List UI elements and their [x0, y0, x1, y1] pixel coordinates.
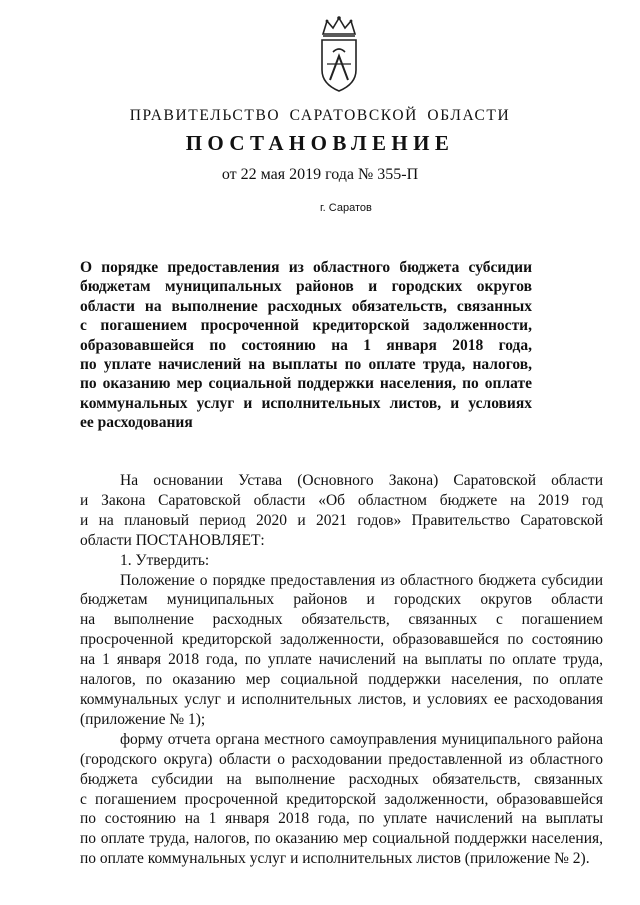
title-line: бюджетам муниципальных районов и городских округов — [80, 278, 532, 296]
paragraph-1-line: (приложение № 1); — [80, 710, 206, 728]
title-line: области на выполнение расходных обязательств, связанных — [80, 297, 532, 315]
intro-line: области ПОСТАНОВЛЯЕТ: — [80, 531, 265, 549]
paragraph-2-line: бюджета субсидии на выполнение расходных обязательств, связанных — [80, 770, 603, 788]
paragraph-1-line: налогов, по оказанию мер социальной поддержки населения, по оплате — [80, 671, 603, 689]
title-line: коммунальных услуг и исполнительных листов, и условиях — [80, 394, 532, 412]
paragraph-2-line: форму отчета органа местного самоуправления муниципального района — [120, 730, 603, 748]
paragraph-1-line: бюджетам муниципальных районов и городских округов области — [80, 591, 603, 609]
document-type: ПОСТАНОВЛЕНИЕ — [185, 131, 455, 155]
intro-line: и Закона Саратовской области «Об областном бюджете на 2019 год — [80, 491, 603, 509]
item-heading: 1. Утвердить: — [120, 551, 210, 569]
government-name: ПРАВИТЕЛЬСТВО САРАТОВСКОЙ ОБЛАСТИ — [129, 107, 511, 124]
paragraph-2-line: с погашением просроченной кредиторской задолженности, образовавшейся — [80, 790, 603, 808]
saratov-coat-of-arms-icon — [314, 14, 364, 94]
paragraph-2-line: по состоянию на 1 января 2018 года, по уплате начислений на выплаты — [80, 810, 603, 828]
paragraph-2-line: (городского округа) области о расходовании предоставленной из областного — [80, 750, 603, 768]
document-city: г. Саратов — [320, 202, 372, 214]
title-line: ее расходования — [80, 414, 193, 432]
intro-line: и на плановый период 2020 и 2021 годов» Правительство Саратовской — [80, 511, 603, 529]
title-line: образовавшейся по состоянию на 1 января 2018 года, — [80, 336, 532, 354]
paragraph-1-line: Положение о порядке предоставления из областного бюджета субсидии — [120, 571, 603, 589]
document-date-number: от 22 мая 2019 года № 355-П — [221, 166, 419, 183]
paragraph-2-line: по оплате труда, налогов, по оказанию мер социальной поддержки населения, — [80, 830, 603, 848]
paragraph-1-line: на 1 января 2018 года, по уплате начислений на выплаты по оплате труда, — [80, 651, 603, 669]
title-line: О порядке предоставления из областного бюджета субсидии — [80, 259, 532, 276]
title-line: по уплате начислений на выплаты по оплате труда, налогов, — [80, 356, 532, 374]
document-body — [80, 471, 603, 869]
intro-line: На основании Устава (Основного Закона) Саратовской области — [120, 472, 603, 489]
paragraph-1-line: просроченной кредиторской задолженности, образовавшейся по состоянию — [80, 631, 603, 649]
title-line: по оказанию мер социальной поддержки населения, по оплате — [80, 375, 532, 393]
document-title — [80, 258, 532, 433]
paragraph-2-line: по оплате коммунальных услуг и исполнительных листов (приложение № 2). — [80, 850, 590, 868]
paragraph-1-line: коммунальных услуг и исполнительных листов, и условиях ее расходования — [80, 690, 603, 708]
paragraph-1-line: на выполнение расходных обязательств, связанных с погашением — [80, 611, 603, 629]
title-line: с погашением просроченной кредиторской задолженности, — [80, 317, 532, 335]
coat-of-arms — [314, 14, 364, 94]
